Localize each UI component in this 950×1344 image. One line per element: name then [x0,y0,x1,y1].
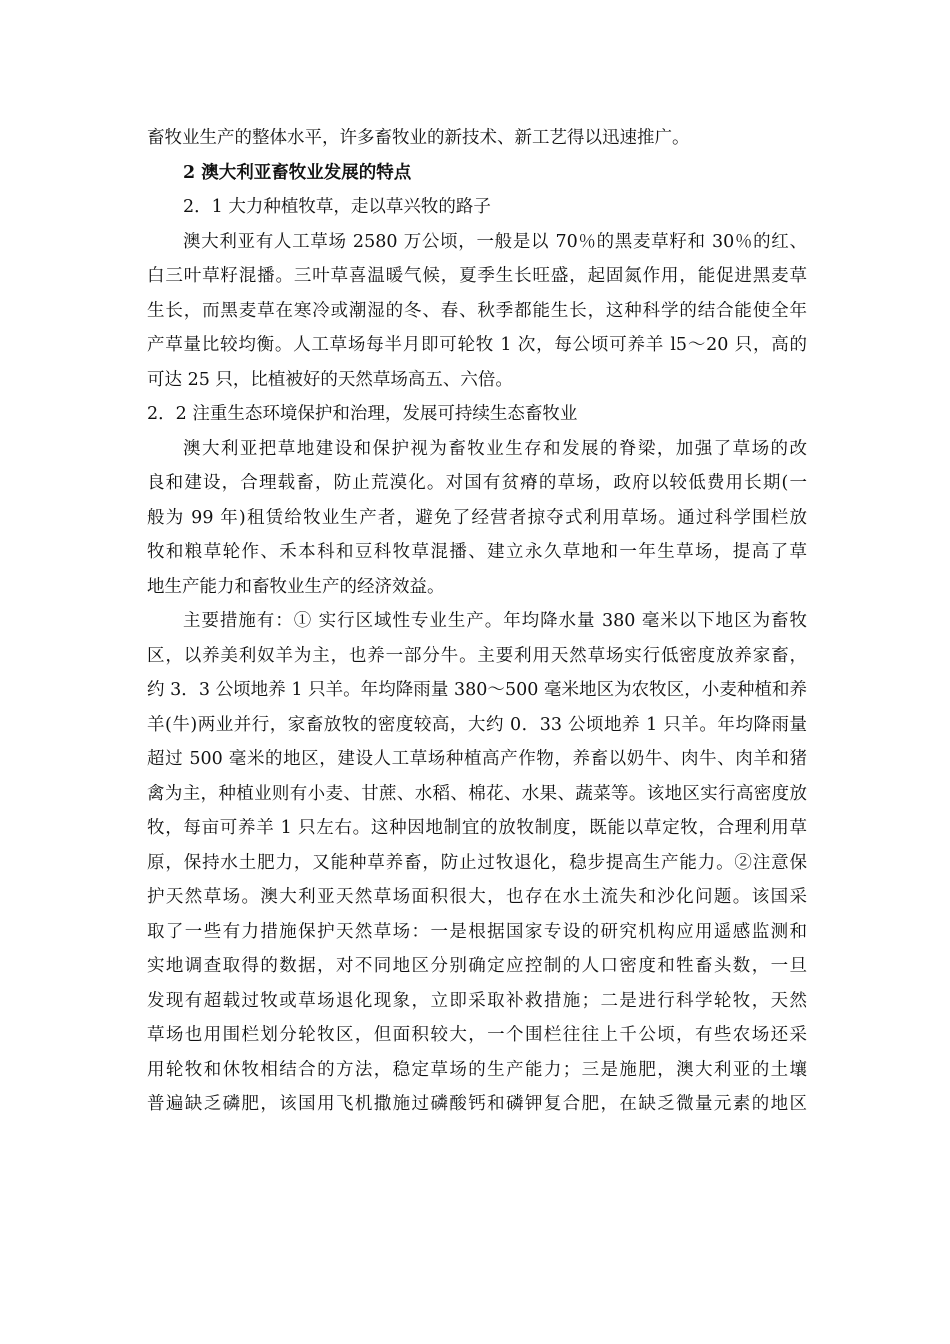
text-line: 羊(牛)两业并行，家畜放牧的密度较高，大约 0．33 公顷地养 1 只羊。年均降雨量 [147,714,807,735]
text-line: 原，保持水土肥力，又能种草养畜，防止过牧退化，稳步提高生产能力。②注意保 [147,852,807,873]
text-line: 牧和粮草轮作、禾本科和豆科牧草混播、建立永久草地和一年生草场，提高了草 [147,542,807,562]
text-line: 区，以养美利奴羊为主，也养一部分牛。主要利用天然草场实行低密度放养家畜， [147,645,807,666]
text-line: 发现有超载过牧或草场退化现象，立即采取补救措施；二是进行科学轮牧，天然 [147,990,807,1011]
text-line: 生长，而黑麦草在寒冷或潮湿的冬、春、秋季都能生长，这种科学的结合能使全年 [147,300,807,321]
text-line: 畜牧业生产的整体水平，许多畜牧业的新技术、新工艺得以迅速推广。 [147,128,690,148]
document-body [147,121,807,1122]
text-line: 禽为主，种植业则有小麦、甘蔗、水稻、棉花、水果、蔬菜等。该地区实行高密度放 [147,783,807,804]
text-line: 良和建设，合理载畜，防止荒漠化。对国有贫瘠的草场，政府以较低费用长期(一 [147,473,807,493]
text-line: 护天然草场。澳大利亚天然草场面积很大，也存在水土流失和沙化问题。该国采 [147,887,807,907]
text-line: 2．1 大力种植牧草，走以草兴牧的路子 [183,197,491,217]
text-line: 澳大利亚把草地建设和保护视为畜牧业生存和发展的脊梁，加强了草场的改 [183,438,807,459]
text-line: 澳大利亚有人工草场 2580 万公顷，一般是以 70％的黑麦草籽和 30％的红、 [183,231,807,252]
text-line: 牧，每亩可养羊 1 只左右。这种因地制宜的放牧制度，既能以草定牧，合理利用草 [147,818,807,838]
text-line: 普遍缺乏磷肥，该国用飞机撒施过磷酸钙和磷钾复合肥，在缺乏微量元素的地区 [147,1094,807,1114]
text-line: 般为 99 年)租赁给牧业生产者，避免了经营者掠夺式利用草场。通过科学围栏放 [147,507,807,528]
text-line: 取了一些有力措施保护天然草场：一是根据国家专设的研究机构应用遥感监测和 [147,921,807,942]
text-line: 产草量比较均衡。人工草场每半月即可轮牧 1 次，每公顷可养羊 l5～20 只，高的 [147,335,807,355]
section-heading: 2 澳大利亚畜牧业发展的特点 [183,162,412,183]
text-line: 白三叶草籽混播。三叶草喜温暖气候，夏季生长旺盛，起固氮作用，能促进黑麦草 [147,266,807,286]
text-line: 用轮牧和休牧相结合的方法，稳定草场的生产能力；三是施肥，澳大利亚的土壤 [147,1059,807,1080]
text-line: 2．2 注重生态环境保护和治理，发展可持续生态畜牧业 [147,404,578,424]
text-line: 主要措施有：① 实行区域性专业生产。年均降水量 380 毫米以下地区为畜牧 [183,611,807,631]
text-line: 地生产能力和畜牧业生产的经济效益。 [147,576,445,597]
text-line: 可达 25 只，比植被好的天然草场高五、六倍。 [147,369,513,390]
text-line: 草场也用围栏划分轮牧区，但面积较大，一个围栏往往上千公顷，有些农场还采 [147,1025,807,1045]
text-line: 实地调查取得的数据，对不同地区分别确定应控制的人口密度和牲畜头数，一旦 [147,956,807,976]
text-line: 超过 500 毫米的地区，建设人工草场种植高产作物，养畜以奶牛、肉牛、肉羊和猪 [147,749,807,769]
text-line: 约 3．3 公顷地养 1 只羊。年均降雨量 380～500 毫米地区为农牧区，小麦种植和养 [147,680,807,700]
